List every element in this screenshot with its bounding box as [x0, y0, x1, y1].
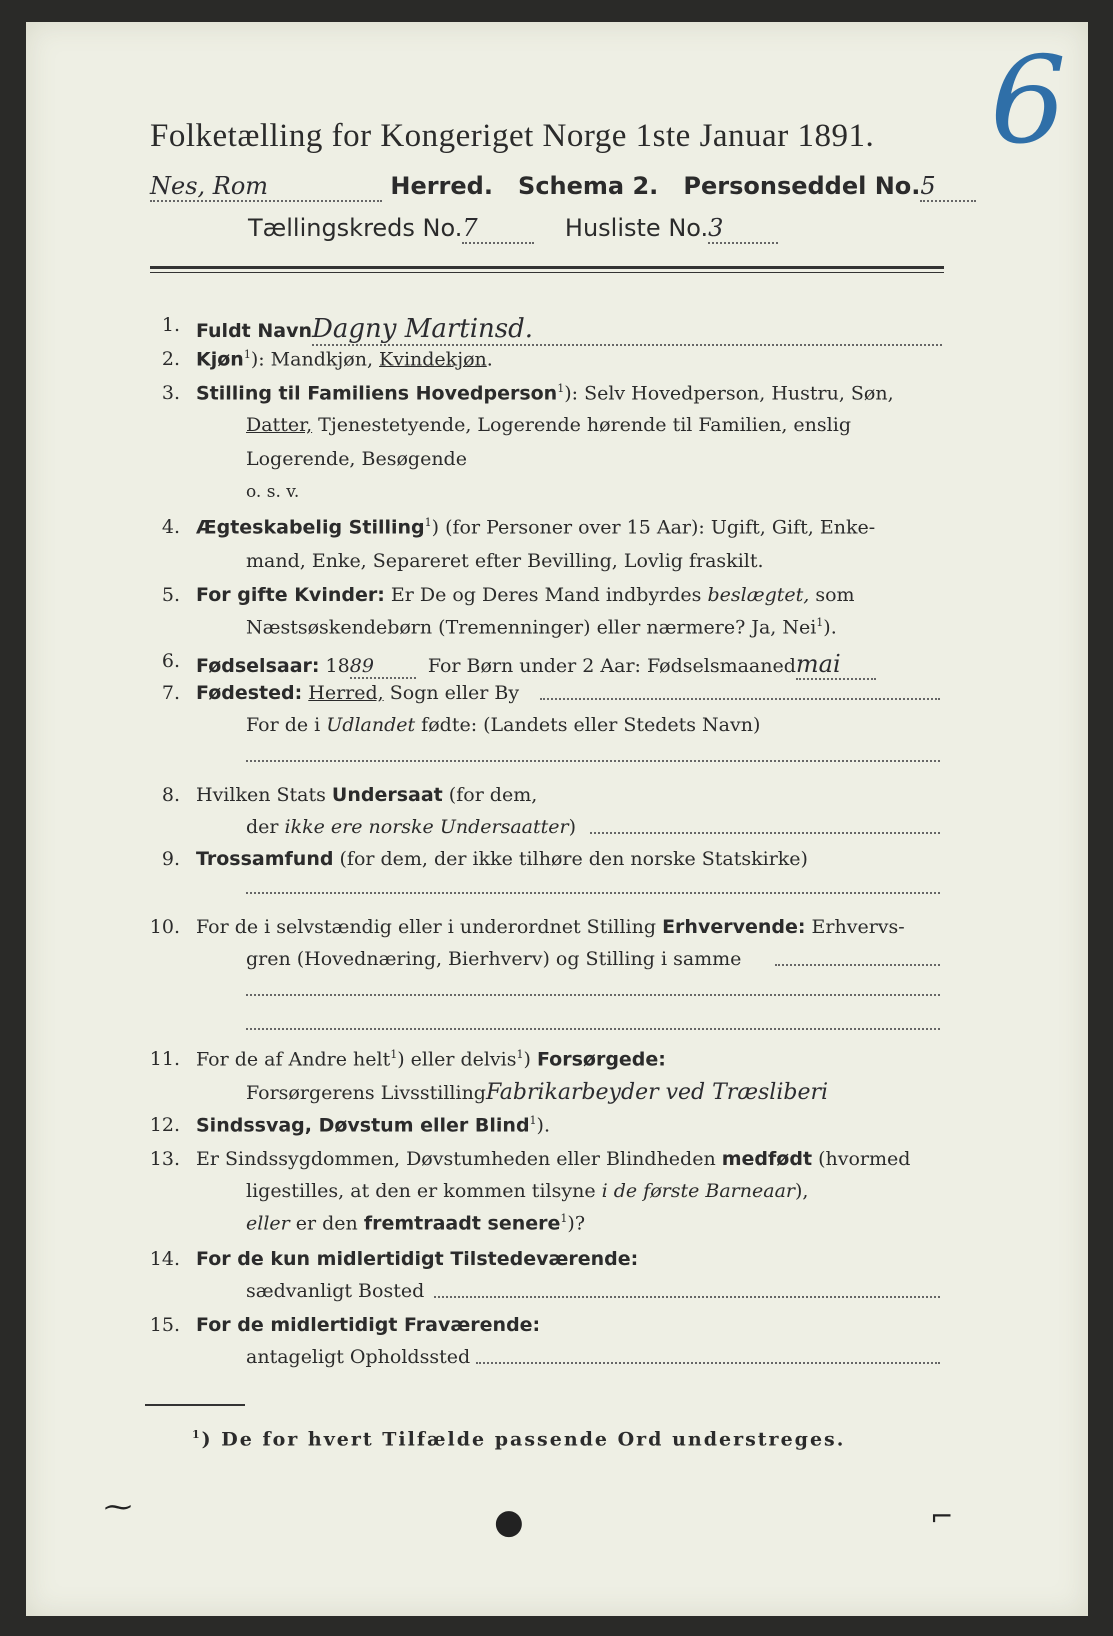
- q7-line2a: For de i: [246, 714, 327, 736]
- kreds-label: Tællingskreds No.: [248, 214, 463, 242]
- q12-sup: 1: [529, 1114, 537, 1127]
- q1-label: Fuldt Navn: [196, 320, 313, 342]
- husliste-value: 3: [708, 214, 778, 244]
- q5-row1: [196, 584, 855, 606]
- q10-number: 10.: [149, 916, 180, 938]
- q4-sup: 1: [424, 516, 432, 529]
- q13-line2b: ),: [795, 1180, 809, 1202]
- q6-number: 6.: [161, 650, 180, 672]
- q3-label: Stilling til Familiens Hovedperson: [196, 382, 558, 405]
- q10-line1a: For de i selvstændig eller i underordnet Stilling: [196, 916, 663, 938]
- q10-line1b: Erhvervs-: [805, 916, 905, 938]
- q9-label: Trossamfund: [196, 848, 334, 870]
- q10-blank-line-2: [246, 1028, 940, 1030]
- q7-row2: [246, 714, 760, 736]
- q8-italic: ikke ere norske Undersaatter: [284, 816, 569, 838]
- q9-blank-line: [246, 892, 940, 894]
- q3-line3: Logerende, Besøgende: [246, 448, 467, 470]
- q11-number: 11.: [149, 1048, 180, 1070]
- q13-label-2: fremtraadt senere: [363, 1212, 561, 1235]
- q3-row2: [246, 414, 851, 436]
- q5-line1b: som: [809, 584, 855, 606]
- q11-line2: Forsørgerens Livsstilling: [246, 1082, 486, 1104]
- q13-line2a: ligestilles, at den er kommen tilsyne: [246, 1180, 602, 1202]
- herred-label: Herred.: [390, 172, 493, 200]
- q6-label: Fødselsaar:: [196, 655, 320, 677]
- q14-number: 14.: [149, 1248, 180, 1270]
- herred-value: Nes, Rom: [150, 172, 382, 202]
- q12-label: Sindssvag, Døvstum eller Blind: [196, 1114, 530, 1137]
- personseddel-value: 5: [920, 172, 976, 202]
- q7-underlined: Herred,: [308, 682, 384, 704]
- footnote-sup: 1: [192, 1428, 202, 1441]
- q7-label: Fødested:: [196, 682, 303, 704]
- q6-row: [196, 650, 876, 680]
- q13-row1: [196, 1148, 910, 1170]
- q4-number: 4.: [161, 516, 180, 538]
- q8-line1a: Hvilken Stats: [196, 784, 332, 806]
- ink-blot: ●: [494, 1502, 524, 1542]
- q3-number: 3.: [161, 382, 180, 404]
- q3-line4: o. s. v.: [246, 482, 300, 502]
- q2-underlined: Kvindekjøn: [379, 348, 487, 371]
- q13-row2: [246, 1180, 808, 1202]
- q13-end: )?: [567, 1212, 586, 1235]
- page-number-handwritten: 6: [990, 32, 1067, 171]
- q12-row: [196, 1114, 550, 1136]
- q13-line3a: er den: [289, 1212, 364, 1235]
- q7-line2b: fødte: (Landets eller Stedets Navn): [415, 714, 761, 736]
- q2-label: Kjøn: [196, 348, 244, 371]
- kreds-value: 7: [462, 214, 534, 244]
- q13-label: medfødt: [721, 1148, 813, 1170]
- q12-end: ).: [536, 1114, 550, 1137]
- q1-row: [196, 314, 942, 346]
- q7-fill-line: [540, 698, 940, 700]
- q8-fill-line: [590, 832, 940, 834]
- q10-row1: [196, 916, 905, 938]
- q10-fill-line: [775, 964, 940, 966]
- q6-year-value: 89: [350, 655, 416, 679]
- q6-year-prefix: 18: [325, 655, 350, 677]
- header-divider: [150, 266, 944, 269]
- q8-label: Undersaat: [331, 784, 443, 806]
- q14-row1: [196, 1248, 638, 1270]
- q5-line2-end: ).: [823, 616, 837, 639]
- q6-mid: For Børn under 2 Aar: Fødselsmaaned: [427, 655, 796, 677]
- q4-label: Ægteskabelig Stilling: [196, 516, 425, 539]
- q14-fill-line: [434, 1296, 940, 1298]
- q9-number: 9.: [161, 848, 180, 870]
- q8-line1b: (for dem,: [442, 784, 538, 806]
- q15-label: For de midlertidigt Fraværende:: [196, 1314, 541, 1336]
- q11-sup-1: 1: [390, 1048, 398, 1061]
- q7-italic: Udlandet: [326, 714, 416, 736]
- q11-line1b: ) eller delvis: [397, 1048, 517, 1071]
- q13-line1a: Er Sindssygdommen, Døvstumheden eller Blindheden: [196, 1148, 722, 1170]
- q2-sup: 1: [243, 348, 251, 361]
- q11-row1: [196, 1048, 666, 1070]
- q8-number: 8.: [161, 784, 180, 806]
- q7-row1: [196, 682, 519, 704]
- q5-row2: [246, 616, 837, 638]
- q4-line1: ) (for Personer over 15 Aar): Ugift, Gift, Enke-: [431, 516, 876, 539]
- q4-line2: mand, Enke, Separeret efter Bevilling, Lovlig fraskilt.: [246, 550, 764, 572]
- form-title: Folketælling for Kongeriget Norge 1ste Januar 1891.: [150, 118, 875, 154]
- footnote-text: ) De for hvert Tilfælde passende Ord understreges.: [201, 1428, 846, 1451]
- q13-number: 13.: [149, 1148, 180, 1170]
- q1-number: 1.: [161, 314, 180, 336]
- header-divider-thin: [150, 272, 944, 273]
- q1-value: Dagny Martinsd.: [312, 314, 942, 346]
- q8-row2: [246, 816, 576, 838]
- q11-value: Fabrikarbeyder ved Træsliberi: [485, 1080, 829, 1105]
- q12-number: 12.: [149, 1114, 180, 1136]
- q3-sup: 1: [557, 382, 565, 395]
- q13-italic: i de første Barneaar: [601, 1180, 795, 1202]
- schema-label: Schema 2.: [518, 172, 659, 200]
- q3-line2: Tjenestetyende, Logerende hørende til Familien, enslig: [312, 414, 851, 436]
- q11-line1a: For de af Andre helt: [196, 1048, 391, 1071]
- husliste-label: Husliste No.: [564, 214, 709, 242]
- q15-row1: [196, 1314, 540, 1336]
- q3-row1: [196, 382, 942, 404]
- q3-underlined: Datter,: [246, 414, 313, 436]
- q5-sup: 1: [816, 616, 824, 629]
- q13-italic-2: eller: [246, 1212, 290, 1235]
- personseddel-label: Personseddel No.: [683, 172, 921, 200]
- q5-italic: beslægtet,: [707, 584, 810, 606]
- q10-line2: gren (Hovednæring, Bierhverv) og Stilling i samme: [246, 948, 742, 970]
- q2-row: [196, 348, 493, 370]
- q5-line2: Næstsøskendebørn (Tremenninger) eller nærmere? Ja, Nei: [246, 616, 817, 639]
- q2-text-b: .: [486, 348, 493, 371]
- q15-line2: antageligt Opholdssted: [246, 1346, 471, 1368]
- q5-label: For gifte Kvinder:: [196, 584, 385, 606]
- q3-line1: ): Selv Hovedperson, Hustru, Søn,: [564, 382, 894, 405]
- q7-blank-line: [246, 760, 940, 762]
- footnote: [192, 1428, 845, 1450]
- q15-fill-line: [476, 1362, 940, 1364]
- q8-line2a: der: [246, 816, 285, 838]
- q14-line2: sædvanligt Bosted: [246, 1280, 425, 1302]
- q11-line1c: ): [523, 1048, 537, 1071]
- q7-line1: Sogn eller By: [383, 682, 520, 704]
- q14-label: For de kun midlertidigt Tilstedeværende:: [196, 1248, 639, 1270]
- q2-number: 2.: [161, 348, 180, 370]
- q11-row2: [246, 1080, 828, 1105]
- q9-line1: (for dem, der ikke tilhøre den norske Statskirke): [333, 848, 808, 870]
- stray-mark-right: ⌐: [930, 1500, 954, 1533]
- q2-text-a: ): Mandkjøn,: [250, 348, 380, 371]
- herred-line: [150, 172, 950, 202]
- q6-month-value: mai: [796, 650, 876, 680]
- q11-sup-2: 1: [516, 1048, 524, 1061]
- q8-row1: [196, 784, 537, 806]
- footnote-rule: [145, 1404, 245, 1406]
- q13-row3: [246, 1212, 585, 1234]
- q13-sup: 1: [560, 1212, 568, 1225]
- q5-line1a: Er De og Deres Mand indbyrdes: [384, 584, 708, 606]
- q7-number: 7.: [161, 682, 180, 704]
- q10-label: Erhvervende:: [662, 916, 806, 938]
- stray-mark-left: ⁓: [104, 1490, 132, 1523]
- q5-number: 5.: [161, 584, 180, 606]
- q11-label: Forsørgede:: [536, 1048, 666, 1071]
- q15-number: 15.: [149, 1314, 180, 1336]
- kreds-line: [248, 214, 778, 244]
- q13-line1b: (hvormed: [812, 1148, 911, 1170]
- q9-row: [196, 848, 942, 870]
- q4-row1: [196, 516, 875, 538]
- q10-blank-line-1: [246, 994, 940, 996]
- q8-line2b: ): [568, 816, 576, 838]
